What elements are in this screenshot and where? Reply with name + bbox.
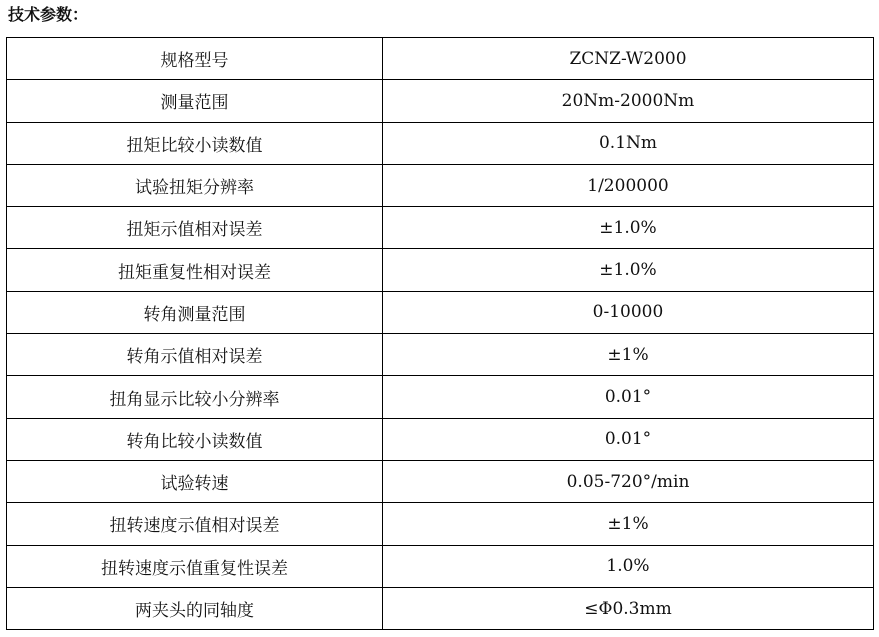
param-label: 试验扭矩分辨率 [7, 164, 383, 206]
table-row [7, 503, 874, 545]
param-value: ±1.0% [383, 249, 874, 291]
spec-table [6, 37, 874, 630]
param-label: 测量范围 [7, 80, 383, 122]
table-row [7, 334, 874, 376]
param-label: 试验转速 [7, 460, 383, 502]
table-row [7, 80, 874, 122]
param-label: 转角比较小读数值 [7, 418, 383, 460]
param-label: 规格型号 [7, 38, 383, 80]
table-row [7, 164, 874, 206]
param-label: 扭转速度示值重复性误差 [7, 545, 383, 587]
table-row [7, 38, 874, 80]
param-value: 0.01° [383, 376, 874, 418]
param-value: 0.1Nm [383, 122, 874, 164]
table-row [7, 122, 874, 164]
table-row [7, 207, 874, 249]
param-label: 扭矩重复性相对误差 [7, 249, 383, 291]
section-heading: 技术参数： [8, 5, 89, 24]
param-value: ±1% [383, 503, 874, 545]
table-row [7, 460, 874, 502]
param-value: 20Nm-2000Nm [383, 80, 874, 122]
table-row [7, 376, 874, 418]
table-row [7, 291, 874, 333]
param-value: 0.05-720°/min [383, 460, 874, 502]
table-row [7, 249, 874, 291]
param-label: 扭转速度示值相对误差 [7, 503, 383, 545]
param-label: 转角示值相对误差 [7, 334, 383, 376]
param-label: 扭矩比较小读数值 [7, 122, 383, 164]
param-label: 扭矩示值相对误差 [7, 207, 383, 249]
param-value: ≤Φ0.3mm [383, 587, 874, 629]
table-row [7, 418, 874, 460]
table-row [7, 587, 874, 629]
table-row [7, 545, 874, 587]
param-value: 1.0% [383, 545, 874, 587]
param-value: ±1.0% [383, 207, 874, 249]
param-label: 扭角显示比较小分辨率 [7, 376, 383, 418]
param-value: 0-10000 [383, 291, 874, 333]
param-value: 1/200000 [383, 164, 874, 206]
param-label: 两夹头的同轴度 [7, 587, 383, 629]
param-value: ±1% [383, 334, 874, 376]
param-value: 0.01° [383, 418, 874, 460]
param-label: 转角测量范围 [7, 291, 383, 333]
param-value: ZCNZ-W2000 [383, 38, 874, 80]
